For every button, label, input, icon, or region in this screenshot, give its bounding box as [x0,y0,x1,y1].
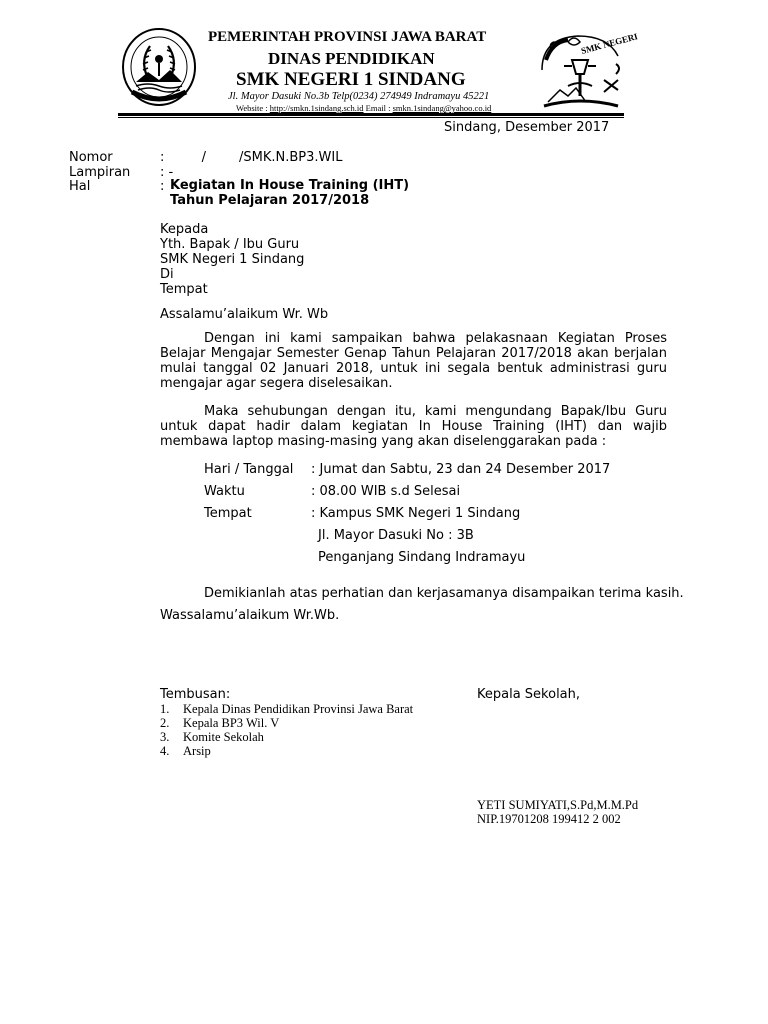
letterhead-rule-thick [118,113,624,116]
event-day-label: Hari / Tanggal [204,462,294,477]
letterhead-rule-thin [118,117,624,118]
letterhead-line3: SMK NEGERI 1 SINDANG [236,69,466,90]
body-paragraph-2-text: Maka sehubungan dengan itu, kami mengundang Bapak/Ibu Guru untuk dapat hadir dalam kegiatan In House Training (IHT) dan wajib membawa laptop masing-masing yang akan diselenggarakan pada : [160,404,667,449]
hal-subject-line1: Kegiatan In House Training (IHT) [170,178,410,193]
body-paragraph-2 [160,404,667,449]
signature-name: YETI SUMIYATI,S.Pd,M.M.Pd [477,798,639,812]
body-paragraph-1 [160,331,667,391]
letterhead-line1: PEMERINTAH PROVINSI JAWA BARAT [208,29,487,45]
event-time-label: Waktu [204,484,245,499]
tembusan-item-text: Arsip [183,744,211,758]
letterhead-contact [236,103,491,113]
signature-title: Kepala Sekolah, [477,687,581,702]
website-link[interactable]: http://smkn.1sindang.sch.id [269,103,364,113]
place-date: Sindang, Desember 2017 [444,120,610,135]
hal-label: Hal [69,179,91,194]
website-label: Website : [236,103,270,113]
event-place-label: Tempat [204,506,252,521]
hal-subject-line2: Tahun Pelajaran 2017/2018 [170,193,370,208]
event-time-value: : 08.00 WIB s.d Selesai [311,484,461,499]
event-place-value: : Kampus SMK Negeri 1 Sindang [311,506,521,521]
letterhead-line2: DINAS PENDIDIKAN [268,49,435,68]
tembusan-item-text: Kepala Dinas Pendidikan Provinsi Jawa Barat [183,702,414,716]
recipient-line: Kepada [160,222,209,237]
body-paragraph-1-text: Dengan ini kami sampaikan bahwa pelakasnaan Kegiatan Proses Belajar Mengajar Semester Genap Tahun Pelajaran 2017/2018 akan berjalan mulai tanggal 02 Januari 2018, untuk ini segala bentuk administrasi guru mengajar agar segera diselesaikan. [160,331,667,391]
recipient-line: Di [160,267,174,282]
tembusan-item-num: 3. [160,730,170,744]
email-label: Email : [363,103,393,113]
closing-salam: Wassalamu’alaikum Wr.Wb. [160,608,340,623]
email-link[interactable]: smkn.1sindang@yahoo.co.id [392,103,492,113]
lampiran-value: : - [160,165,174,180]
nomor-label: Nomor [69,150,113,165]
nomor-value: : / /SMK.N.BP3.WIL [160,150,343,165]
tembusan-title: Tembusan: [160,687,231,702]
closing-thanks: Demikianlah atas perhatian dan kerjasamanya disampaikan terima kasih. [204,586,684,601]
recipient-line: SMK Negeri 1 Sindang [160,252,305,267]
recipient-line: Tempat [160,282,208,297]
recipient-line: Yth. Bapak / Ibu Guru [160,237,300,252]
tembusan-item-num: 2. [160,716,170,730]
lampiran-label: Lampiran [69,165,131,180]
event-place-line2: Jl. Mayor Dasuki No : 3B [318,528,474,543]
tembusan-item-num: 4. [160,744,170,758]
signature-nip: NIP.19701208 199412 2 002 [477,812,621,826]
event-place-line3: Penganjang Sindang Indramayu [318,550,526,565]
tembusan-item-text: Kepala BP3 Wil. V [183,716,280,730]
svg-text:SMK NEGERI: SMK NEGERI [579,31,639,56]
smk-negeri-logo [538,30,639,108]
greeting: Assalamu’alaikum Wr. Wb [160,307,329,322]
tembusan-item-text: Komite Sekolah [183,730,264,744]
event-day-value: : Jumat dan Sabtu, 23 dan 24 Desember 2017 [311,462,611,477]
jawa-barat-logo [120,26,198,108]
hal-colon: : [160,179,165,194]
letterhead-address: Jl. Mayor Dasuki No.3b Telp(0234) 274949 Indramayu 45221 [228,91,490,102]
tembusan-item-num: 1. [160,702,170,716]
